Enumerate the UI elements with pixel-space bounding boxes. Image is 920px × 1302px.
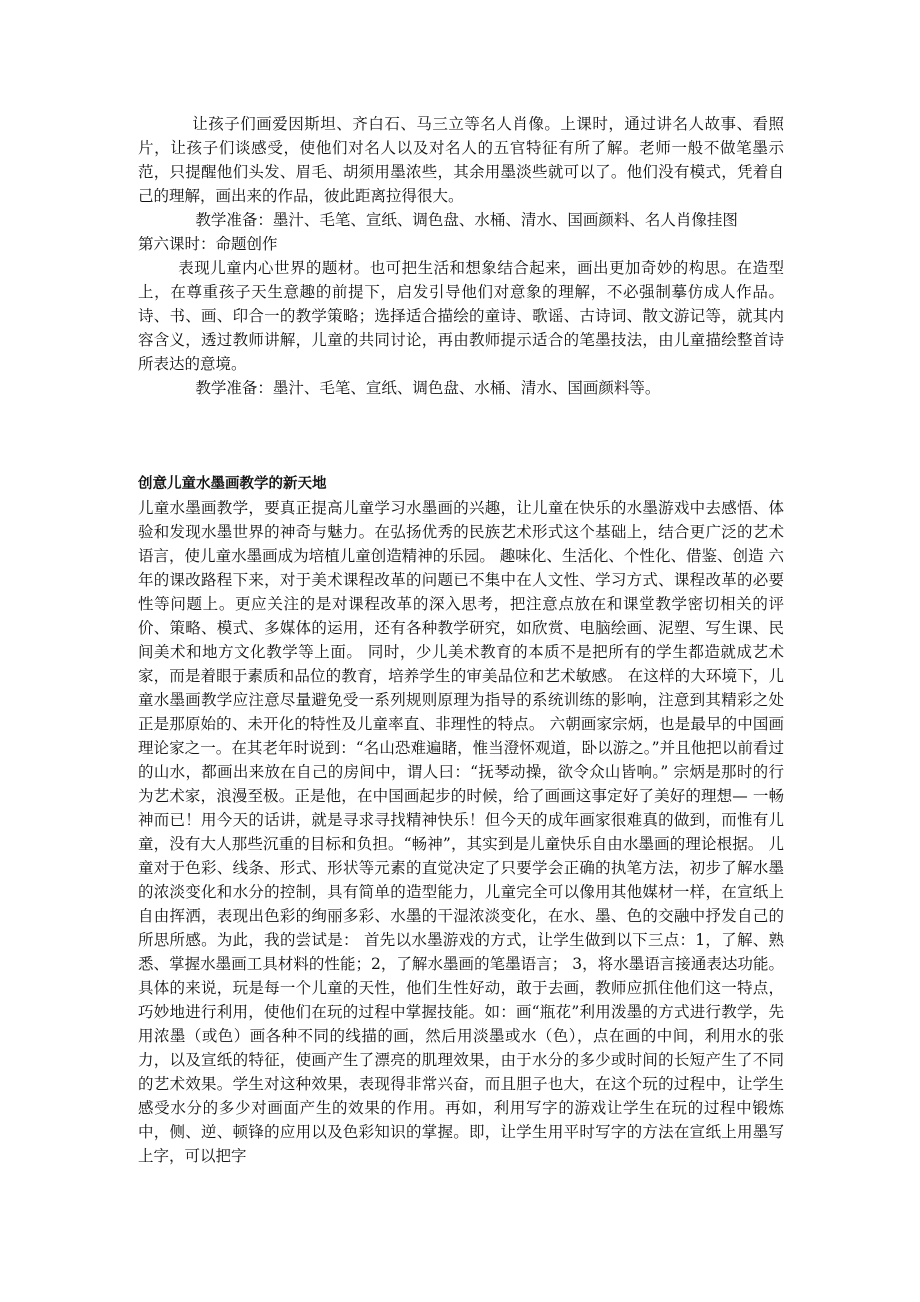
article-body: 儿童水墨画教学，要真正提高儿童学习水墨画的兴趣，让儿童在快乐的水墨游戏中去感悟、体验和发现水墨世界的神奇与魅力。在弘扬优秀的民族艺术形式这个基础上，结合更广泛的艺术语言，使儿童水墨画成为培植儿童创造精神的乐园。 趣味化、生活化、个性化、借鉴、创造 六年的课改路程下来，对于美术课程改革的问题已不集中在人文性、学习方式、课程改革的必要性等问题上。更应关注的是对课程改革的深入思考，把注意点放在和课堂教学密切相关的评价、策略、模式、多媒体的运用，还有各种教学研究，如欣赏、电脑绘画、泥塑、写生课、民间美术和地方文化教学等上面。 同时，少儿美术教育的本质不是把所有的学生都造就成艺术家，而是着眼于素质和品位的教育，培养学生的审美品位和艺术敏感。 在这样的大环境下，儿童水墨画教学应注意尽量避免受一系列规则原理为指导的系统训练的影响，注意到其精彩之处正是那原始的、未开化的特性及儿童率直、非理性的特点。 六朝画家宗炳，也是最早的中国画理论家之一。在其老年时说到：“名山恐难遍睹，惟当澄怀观道，卧以游之。”并且他把以前看过的山水，都画出来放在自己的房间中，谓人曰：“抚琴动操，欲令众山皆响。” 宗炳是那时的行为艺术家，浪漫至极。正是他，在中国画起步的时候，给了画画这事定好了美好的理想— 一畅神而已！用今天的话讲，就是寻求寻找精神快乐！但今天的成年画家很难真的做到，而惟有儿童，没有大人那些沉重的目标和负担。“畅神”，其实到是儿童快乐自由水墨画的理论根据。 儿童对于色彩、线条、形式、形状等元素的直觉决定了只要学会正确的执笔方法，初步了解水墨的浓淡变化和水分的控制，具有简单的造型能力，儿童完全可以像用其他媒材一样，在宣纸上自由挥洒，表现出色彩的绚丽多彩、水墨的干湿浓淡变化，在水、墨、色的交融中抒发自己的所思所感。为此，我的尝试是： 首先以水墨游戏的方式，让学生做到以下三点：1，了解、熟悉、掌握水墨画工具材料的性能；2，了解水墨画的笔墨语言； 3，将水墨语言接通表达功能。 具体的来说，玩是每一个儿童的天性，他们生性好动，敢于去画，教师应抓住他们这一特点，巧妙地进行利用，使他们在玩的过程中掌握技能。如：画“瓶花”利用泼墨的方式进行教学，先用浓墨（或色）画各种不同的线描的画，然后用淡墨或水（色），点在画的中间，利用水的张力，以及宣纸的特征，使画产生了漂亮的肌理效果，由于水分的多少或时间的长短产生了不同的艺术效果。学生对这种效果，表现得非常兴奋，而且胆子也大，在这个玩的过程中，让学生感受水分的多少对画面产生的效果的作用。再如，利用写字的游戏让学生在玩的过程中锻炼中，侧、逆、顿锋的应用以及色彩知识的掌握。即，让学生用平时写字的方法在宣纸上用墨写上字，可以把字: [138, 499, 784, 1165]
paragraph-lesson-6: 表现儿童内心世界的题材。也可把生活和想象结合起来，画出更加奇妙的构思。在造型上，在尊重孩子天生意趣的前提下，启发引导他们对意象的理解，不必强制摹仿成人作品。诗、书、画、印合一的教学策略；选择适合描绘的童诗、歌谣、古诗词、散文游记等，就其内容含义，透过教师讲解，儿童的共同讨论，再由教师提示适合的笔墨技法，由儿童描绘整首诗所表达的意境。: [138, 259, 784, 373]
teaching-prep-line-1: 教学准备：墨汁、毛笔、宣纸、调色盘、水桶、清水、国画颜料、名人肖像挂图: [195, 211, 738, 229]
article-title: 创意儿童水墨画教学的新天地: [138, 476, 327, 492]
paragraph-portrait-lesson: 让孩子们画爱因斯坦、齐白石、马三立等名人肖像。上课时，通过讲名人故事、看照片，让孩子们谈感受，使他们对名人以及对名人的五官特征有所了解。老师一般不做笔墨示范，只提醒他们头发、眉毛、胡须用墨浓些，其余用墨淡些就可以了。他们没有模式，凭着自己的理解，画出来的作品，彼此距离拉得很大。: [138, 115, 784, 205]
lesson-6-heading: 第六课时：命题创作: [138, 235, 278, 253]
teaching-prep-line-2: 教学准备：墨汁、毛笔、宣纸、调色盘、水桶、清水、国画颜料等。: [195, 379, 661, 397]
document-page: [138, 112, 784, 1168]
blank-gap: [138, 400, 784, 472]
